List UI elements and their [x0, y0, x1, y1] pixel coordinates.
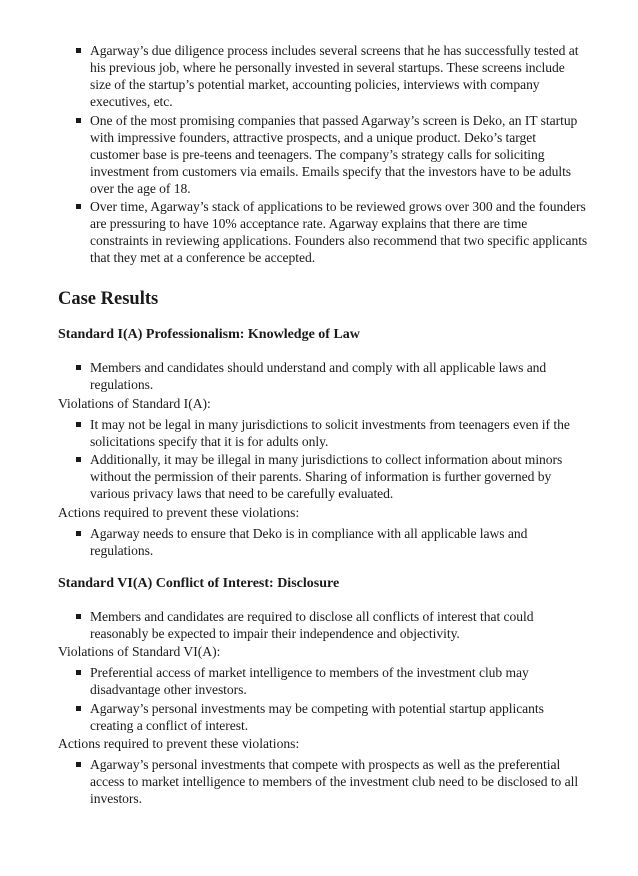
bullet-text: Agarway’s personal investments may be competing with potential startup applicants creating a conflict of interest.: [90, 700, 544, 733]
square-bullet-icon: [76, 422, 81, 427]
intro-bullet-list: [58, 42, 588, 266]
bullet-text: Members and candidates should understand and comply with all applicable laws and regulations.: [90, 360, 547, 392]
square-bullet-icon: [76, 706, 81, 711]
list-item: [90, 42, 588, 110]
list-item: [90, 700, 588, 734]
bullet-text: It may not be legal in many jurisdictions to solicit investments from teenagers even if the solicitations specify that it is for adults only.: [90, 416, 570, 449]
list-item: [90, 756, 588, 807]
document-page: [58, 42, 588, 809]
list-item: [90, 525, 588, 559]
list-item: [90, 359, 588, 393]
actions-list: [58, 525, 588, 559]
standard-heading: Standard I(A) Professionalism: Knowledge of Law: [58, 327, 360, 342]
requirement-list: [58, 359, 588, 393]
list-item: [90, 664, 588, 698]
square-bullet-icon: [76, 614, 81, 619]
violations-list: [58, 664, 588, 734]
square-bullet-icon: [76, 670, 81, 675]
bullet-text: Agarway needs to ensure that Deko is in compliance with all applicable laws and regulations.: [90, 525, 528, 558]
bullet-text: Agarway’s personal investments that compete with prospects as well as the preferential access to market intelligence to members of the investment club need to be disclosed to all investors.: [90, 757, 579, 806]
square-bullet-icon: [76, 118, 81, 123]
square-bullet-icon: [76, 204, 81, 209]
violations-label: Violations of Standard VI(A):: [58, 644, 221, 659]
actions-label: Actions required to prevent these violations:: [58, 504, 300, 520]
actions-label: Actions required to prevent these violations:: [58, 736, 300, 751]
bullet-text: Agarway’s due diligence process includes several screens that he has successfully tested at his previous job, where he personally invested in several startups. These screens include size of the startup’s potential market, accounting policies, interviews with company executives, etc.: [90, 43, 579, 109]
square-bullet-icon: [76, 457, 81, 462]
section-heading-case-results: Case Results: [58, 289, 159, 309]
list-item: [90, 451, 588, 502]
bullet-text: Preferential access of market intelligence to members of the investment club may disadvantage other investors.: [90, 665, 529, 697]
violations-list: [58, 416, 588, 503]
list-item: [90, 608, 588, 642]
square-bullet-icon: [76, 531, 81, 536]
actions-list: [58, 756, 588, 807]
standard-heading: Standard VI(A) Conflict of Interest: Disclosure: [58, 575, 340, 591]
square-bullet-icon: [76, 365, 81, 370]
requirement-list: [58, 608, 588, 642]
bullet-text: One of the most promising companies that passed Agarway’s screen is Deko, an IT startup with impressive founders, attractive prospects, and a unique product. Deko’s target customer base is pre-teens and teenagers. The company’s strategy calls for soliciting investment from customers via emails. Emails specify that the investors have to be adults over the age of 18.: [90, 112, 578, 196]
bullet-text: Additionally, it may be illegal in many jurisdictions to collect information about minors without the permission of their parents. Sharing of information is further governed by various privacy laws that need to be carefully evaluated.: [90, 452, 563, 501]
list-item: [90, 112, 588, 197]
square-bullet-icon: [76, 762, 81, 767]
violations-label: Violations of Standard I(A):: [58, 395, 211, 411]
square-bullet-icon: [76, 48, 81, 53]
list-item: [90, 416, 588, 450]
list-item: [90, 198, 588, 266]
bullet-text: Members and candidates are required to disclose all conflicts of interest that could reasonably be expected to impair their independence and objectivity.: [90, 608, 534, 641]
bullet-text: Over time, Agarway’s stack of applications to be reviewed grows over 300 and the founders are pressuring to have 10% acceptance rate. Agarway explains that there are time constraints in reviewing applications. Founders also recommend that two specific applicants that they met at a conference be accepted.: [90, 199, 588, 265]
